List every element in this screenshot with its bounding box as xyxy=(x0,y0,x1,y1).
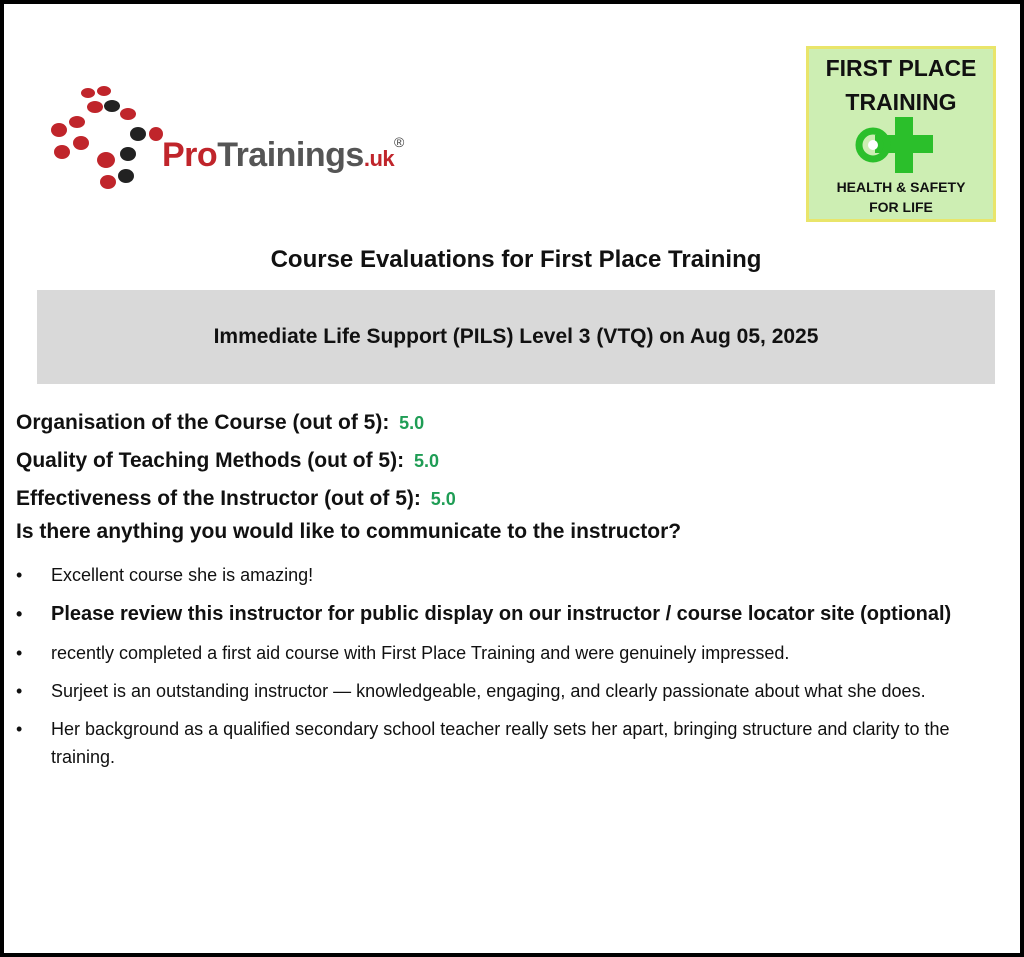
review-prompt: Please review this instructor for public display on our instructor / course locator site (optional) xyxy=(51,603,952,625)
green-cross-icon xyxy=(853,117,953,173)
list-item xyxy=(16,639,1011,667)
comments-list xyxy=(16,561,1011,771)
list-item xyxy=(16,715,1011,771)
protrainings-wordmark xyxy=(162,136,394,175)
list-item xyxy=(16,561,1011,589)
course-banner xyxy=(37,290,995,384)
comment-text: Excellent course she is amazing! xyxy=(51,565,314,585)
bullet: • xyxy=(16,643,23,663)
comment-text: Her background as a qualified secondary school teacher really sets her apart, bringing structure and clarity to the training. xyxy=(51,719,950,767)
bullet: • xyxy=(16,604,23,624)
protrainings-logo xyxy=(48,84,428,194)
badge-title-line2: TRAINING xyxy=(845,89,957,115)
list-item xyxy=(16,599,1011,629)
bullet: • xyxy=(16,681,23,701)
rating-label: Quality of Teaching Methods (out of 5): xyxy=(16,449,405,472)
rating-organisation xyxy=(16,404,456,442)
rating-score: 5.0 xyxy=(413,451,439,471)
rating-teaching-methods xyxy=(16,442,456,480)
rating-label: Effectiveness of the Instructor (out of 5): xyxy=(16,487,421,510)
comment-text: recently completed a first aid course with First Place Training and were genuinely impressed. xyxy=(51,643,790,663)
comment-text: Surjeet is an outstanding instructor — knowledgeable, engaging, and clearly passionate about what she does. xyxy=(51,681,926,701)
badge-tagline-line1: HEALTH & SAFETY xyxy=(836,179,966,195)
ratings-list xyxy=(16,404,456,518)
list-item xyxy=(16,677,1011,705)
badge-tagline-line2: FOR LIFE xyxy=(869,199,933,215)
rating-score: 5.0 xyxy=(430,489,456,509)
wordmark-pro: Pro xyxy=(162,136,218,174)
registered-mark: ® xyxy=(394,134,405,150)
badge-title-line1: FIRST PLACE xyxy=(825,55,977,81)
wordmark-uk: .uk xyxy=(363,146,395,171)
wordmark-trainings: Trainings xyxy=(217,136,364,174)
rating-instructor xyxy=(16,480,456,518)
bullet: • xyxy=(16,719,23,739)
first-place-training-logo xyxy=(806,46,996,222)
dots-mark-icon xyxy=(48,84,168,194)
course-name: Immediate Life Support (PILS) Level 3 (VTQ) on Aug 05, 2025 xyxy=(213,325,819,348)
page-title: Course Evaluations for First Place Training xyxy=(270,246,762,273)
rating-score: 5.0 xyxy=(399,413,425,433)
instructor-question: Is there anything you would like to communicate to the instructor? xyxy=(16,520,682,543)
rating-label: Organisation of the Course (out of 5): xyxy=(16,411,390,434)
bullet: • xyxy=(16,565,23,585)
